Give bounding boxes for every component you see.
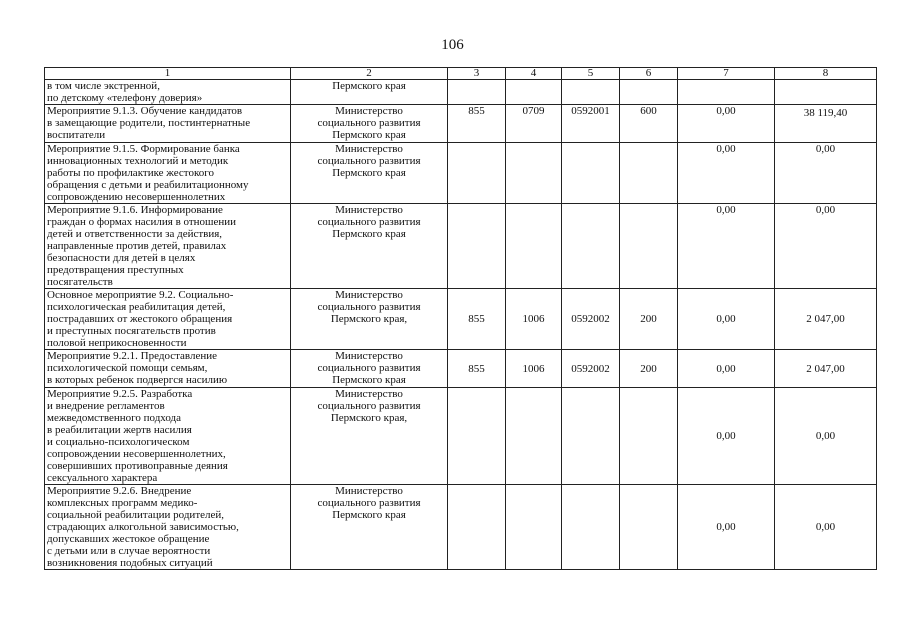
- table-row: [45, 289, 877, 350]
- table-row: [45, 80, 877, 105]
- value-col8: 2 047,00: [775, 350, 877, 388]
- code-expense-type: [620, 143, 678, 204]
- code-grbs: [448, 485, 506, 570]
- table-row: [45, 143, 877, 204]
- executor: Министерство социального развития Пермского края: [291, 105, 448, 143]
- code-target: [562, 485, 620, 570]
- col-header-7: 7: [678, 68, 775, 80]
- executor: Министерство социального развития Пермского края,: [291, 289, 448, 350]
- code-section: 1006: [506, 289, 562, 350]
- code-expense-type: [620, 80, 678, 105]
- code-section: [506, 80, 562, 105]
- executor: Пермского края: [291, 80, 448, 105]
- code-grbs: [448, 388, 506, 485]
- code-target: [562, 80, 620, 105]
- code-expense-type: [620, 485, 678, 570]
- activity-name: Мероприятие 9.2.6. Внедрение комплексных программ медико- социальной реабилитации родителей, страдающих алкогольной зависимостью, допускавших жестокое обращение с детьми или в случае вероятности возникновения подобных ситуаций: [45, 485, 291, 570]
- activity-name: в том числе экстренной, по детскому «телефону доверия»: [45, 80, 291, 105]
- executor: Министерство социального развития Пермского края: [291, 485, 448, 570]
- col-header-4: 4: [506, 68, 562, 80]
- budget-table: [44, 67, 877, 570]
- activity-name: Мероприятие 9.1.5. Формирование банка инновационных технологий и методик работы по профилактике жестокого обращения с детьми и реабилитационному сопровождению несовершеннолетних: [45, 143, 291, 204]
- value-col7: 0,00: [678, 105, 775, 143]
- col-header-2: 2: [291, 68, 448, 80]
- value-col7: 0,00: [678, 204, 775, 289]
- value-col7: 0,00: [678, 485, 775, 570]
- col-header-5: 5: [562, 68, 620, 80]
- page-number: 106: [441, 37, 464, 53]
- table-row: [45, 105, 877, 143]
- activity-name: Основное мероприятие 9.2. Социально- психологическая реабилитация детей, пострадавших от жестокого обращения и преступных посягательств против половой неприкосновенности: [45, 289, 291, 350]
- code-grbs: 855: [448, 350, 506, 388]
- value-col7: [678, 80, 775, 105]
- code-expense-type: 600: [620, 105, 678, 143]
- activity-name: Мероприятие 9.1.6. Информирование граждан о формах насилия в отношении детей и ответственности за действия, направленные против детей, правилах безопасности для детей в целях предотвращения преступных посягательств: [45, 204, 291, 289]
- col-header-3: 3: [448, 68, 506, 80]
- code-expense-type: [620, 204, 678, 289]
- value-col8: 0,00: [775, 143, 877, 204]
- executor: Министерство социального развития Пермского края: [291, 143, 448, 204]
- code-expense-type: [620, 388, 678, 485]
- code-expense-type: 200: [620, 289, 678, 350]
- code-target: [562, 388, 620, 485]
- table-row: [45, 388, 877, 485]
- executor: Министерство социального развития Пермского края: [291, 350, 448, 388]
- value-col8: 0,00: [775, 204, 877, 289]
- code-target: [562, 143, 620, 204]
- activity-name: Мероприятие 9.2.1. Предоставление психологической помощи семьям, в которых ребенок подвергся насилию: [45, 350, 291, 388]
- code-grbs: 855: [448, 289, 506, 350]
- code-grbs: [448, 80, 506, 105]
- code-section: 0709: [506, 105, 562, 143]
- executor: Министерство социального развития Пермского края,: [291, 388, 448, 485]
- executor: Министерство социального развития Пермского края: [291, 204, 448, 289]
- value-col8: 38 119,40: [775, 105, 877, 143]
- table-row: [45, 350, 877, 388]
- activity-name: Мероприятие 9.2.5. Разработка и внедрение регламентов межведомственного подхода в реабилитации жертв насилия и социально-психологическом сопровождении несовершеннолетних, совершивших противоправные деяния сексуального характера: [45, 388, 291, 485]
- code-section: [506, 143, 562, 204]
- table-row: [45, 485, 877, 570]
- table-row: [45, 204, 877, 289]
- col-header-8: 8: [775, 68, 877, 80]
- code-target: 0592001: [562, 105, 620, 143]
- col-header-1: 1: [45, 68, 291, 80]
- code-section: [506, 485, 562, 570]
- code-target: [562, 204, 620, 289]
- code-section: [506, 388, 562, 485]
- code-section: [506, 204, 562, 289]
- value-col8: [775, 80, 877, 105]
- header-row: [45, 68, 877, 80]
- value-col8: 2 047,00: [775, 289, 877, 350]
- code-grbs: [448, 143, 506, 204]
- value-col8: 0,00: [775, 388, 877, 485]
- value-col7: 0,00: [678, 350, 775, 388]
- value-col7: 0,00: [678, 289, 775, 350]
- code-grbs: [448, 204, 506, 289]
- value-col7: 0,00: [678, 388, 775, 485]
- value-col7: 0,00: [678, 143, 775, 204]
- col-header-6: 6: [620, 68, 678, 80]
- code-grbs: 855: [448, 105, 506, 143]
- value-col8: 0,00: [775, 485, 877, 570]
- code-target: 0592002: [562, 289, 620, 350]
- code-expense-type: 200: [620, 350, 678, 388]
- activity-name: Мероприятие 9.1.3. Обучение кандидатов в замещающие родители, постинтернатные воспитатели: [45, 105, 291, 143]
- code-target: 0592002: [562, 350, 620, 388]
- code-section: 1006: [506, 350, 562, 388]
